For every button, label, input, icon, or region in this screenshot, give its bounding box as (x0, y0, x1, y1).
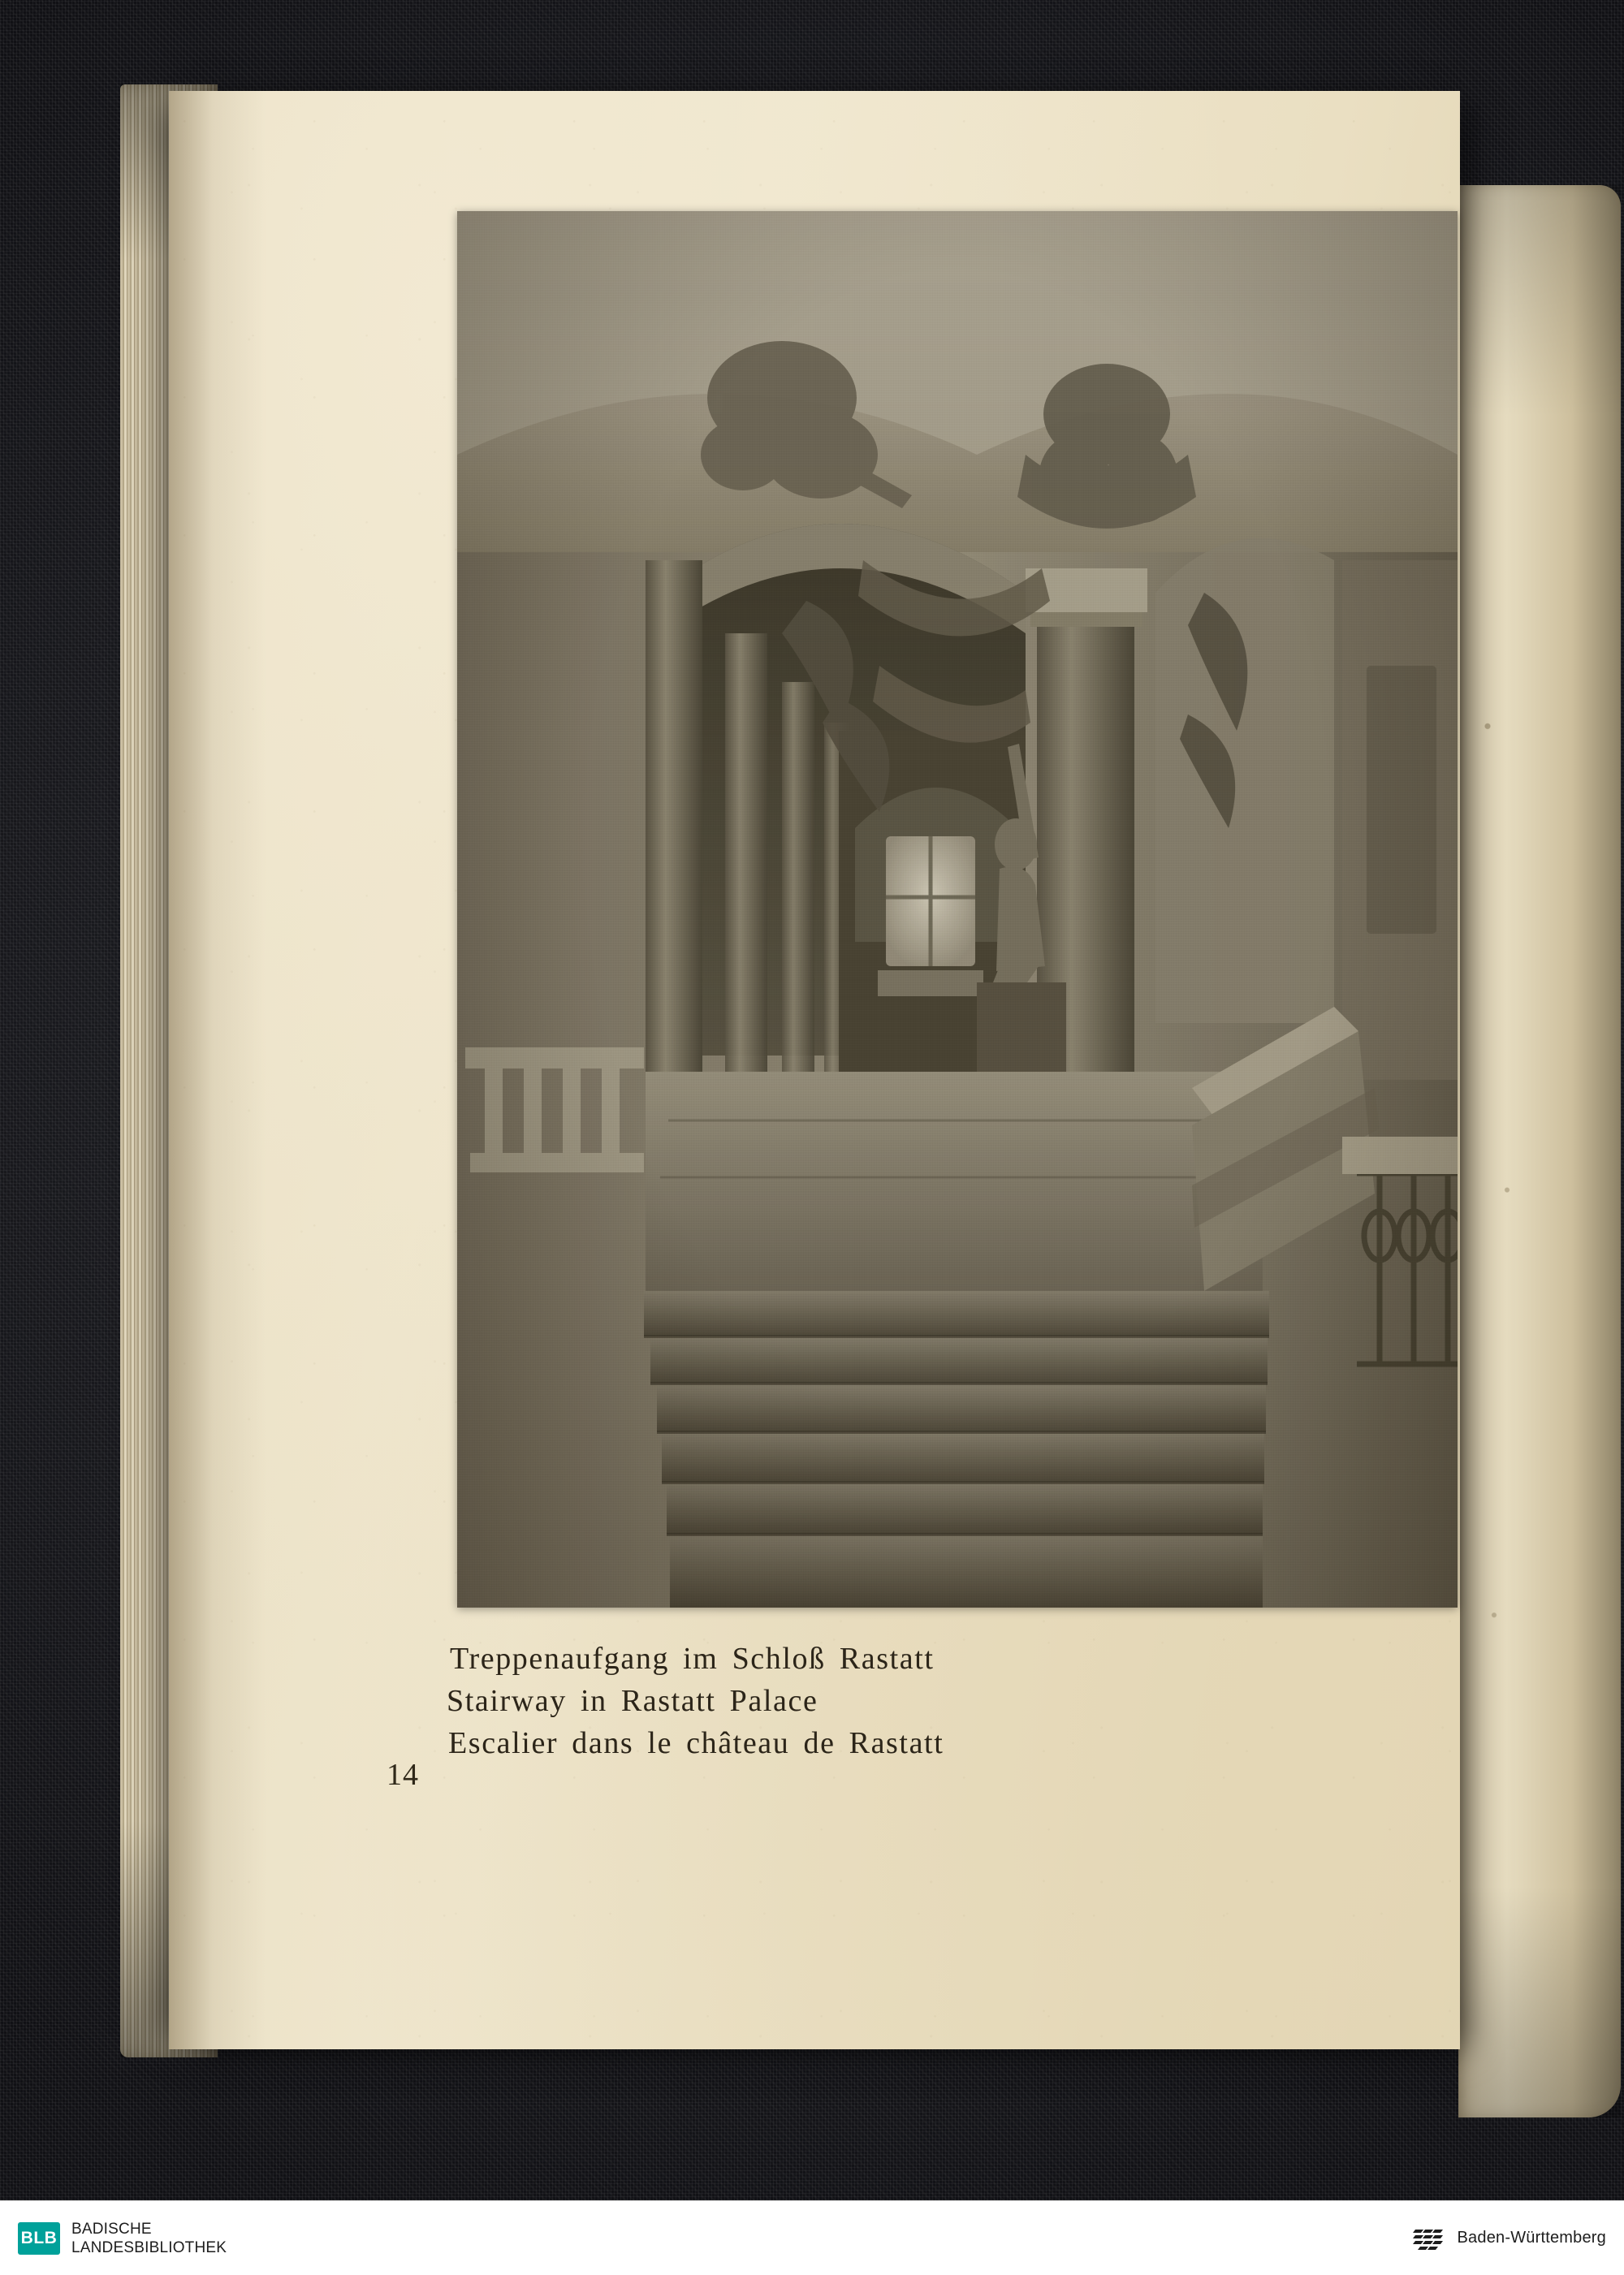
state-branding[interactable] (1410, 2221, 1606, 2256)
stairway-photograph (457, 211, 1458, 1608)
library-name-line2: LANDESBIBLIOTHEK (71, 2238, 227, 2256)
library-name (71, 2220, 227, 2257)
page-number: 14 (387, 1758, 419, 1792)
library-name-line1: BADISCHE (71, 2220, 152, 2238)
viewer-footer-bar (0, 2200, 1624, 2275)
plate-caption (438, 1638, 1372, 1764)
book-block (120, 84, 1419, 2057)
state-name: Baden-Württemberg (1457, 2229, 1606, 2247)
document-page[interactable] (169, 91, 1460, 2049)
blb-logo-icon: BLB (18, 2222, 60, 2255)
caption-line-english: Stairway in Rastatt Palace (447, 1684, 818, 1718)
plate-figure (457, 211, 1458, 1608)
baden-wuerttemberg-arms-icon (1410, 2221, 1446, 2256)
caption-line-french: Escalier dans le château de Rastatt (448, 1726, 944, 1760)
library-branding[interactable] (18, 2220, 227, 2257)
adjacent-page-edge (1458, 185, 1621, 2117)
caption-line-german: Treppenaufgang im Schloß Rastatt (450, 1642, 935, 1676)
